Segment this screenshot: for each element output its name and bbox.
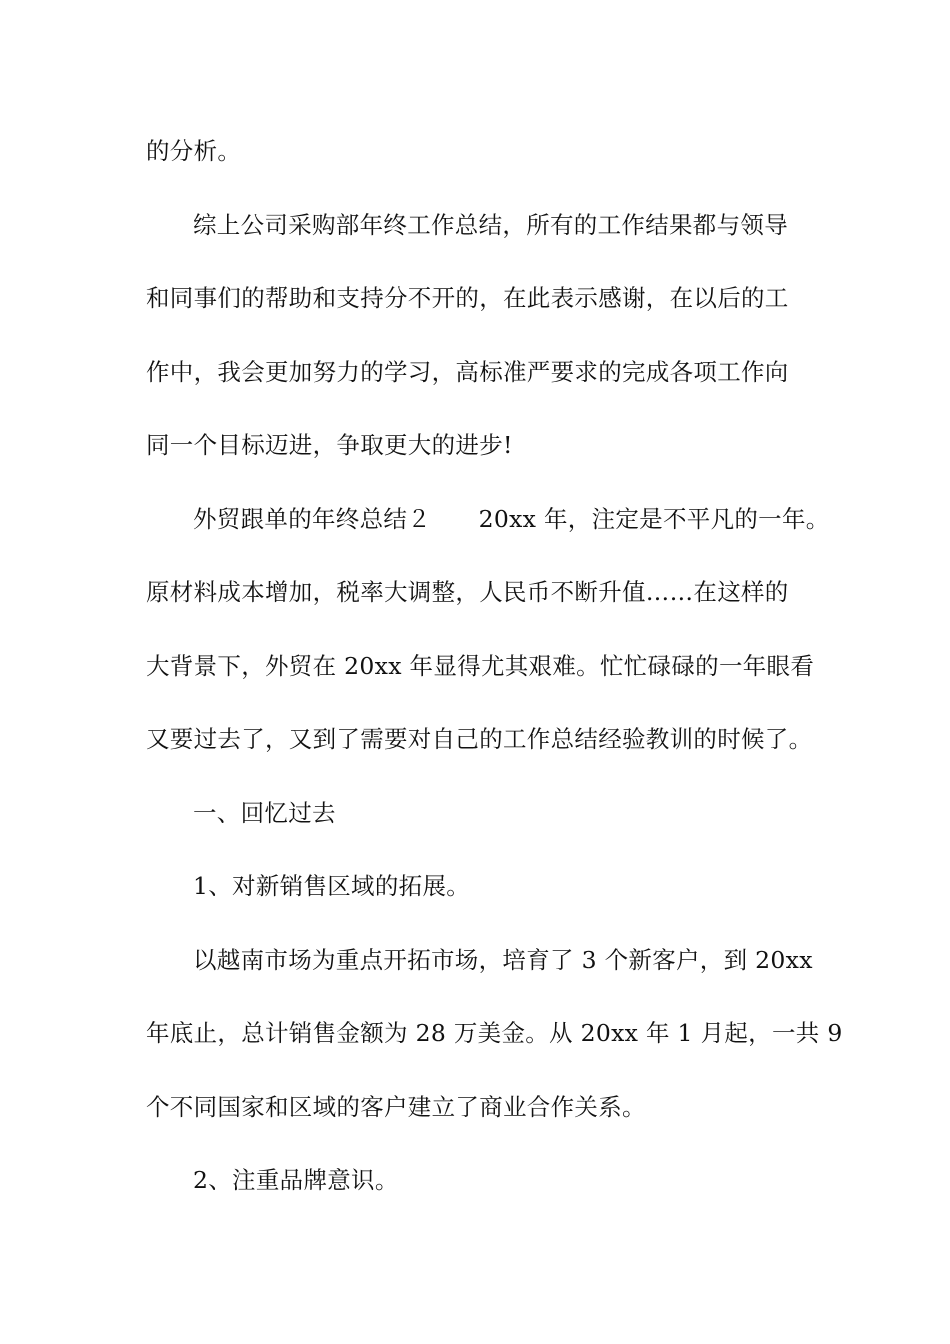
section-heading-line: 外贸跟单的年终总结２ 20xx 年，注定是不平凡的一年。 xyxy=(193,504,830,533)
paragraph-line: 大背景下，外贸在 20xx 年显得尤其艰难。忙忙碌碌的一年眼看 xyxy=(146,651,815,680)
paragraph-line: 原材料成本增加，税率大调整，人民币不断升值……在这样的 xyxy=(146,578,789,606)
paragraph-line: 同一个目标迈进，争取更大的进步! xyxy=(146,431,513,459)
paragraph-line: 作中，我会更加努力的学习，高标准严要求的完成各项工作向 xyxy=(146,357,789,386)
list-item-heading: 1、对新销售区域的拓展。 xyxy=(193,872,471,900)
paragraph-line: 个不同国家和区域的客户建立了商业合作关系。 xyxy=(146,1092,646,1121)
paragraph-line: 以越南市场为重点开拓市场，培育了 3 个新客户，到 20xx xyxy=(193,945,813,974)
paragraph-line: 又要过去了，又到了需要对自己的工作总结经验教训的时候了。 xyxy=(146,725,813,753)
paragraph-line: 综上公司采购部年终工作总结，所有的工作结果都与领导 xyxy=(193,210,788,239)
subheading-line: 一、回忆过去 xyxy=(193,798,336,827)
paragraph-line: 的分析。 xyxy=(146,137,242,165)
list-item-heading: 2、注重品牌意识。 xyxy=(193,1166,399,1194)
paragraph-line: 年底止，总计销售金额为 28 万美金。从 20xx 年 1 月起，一共 9 xyxy=(146,1019,843,1047)
document-body xyxy=(146,125,843,1228)
paragraph-line: 和同事们的帮助和支持分不开的，在此表示感谢，在以后的工 xyxy=(146,284,789,312)
